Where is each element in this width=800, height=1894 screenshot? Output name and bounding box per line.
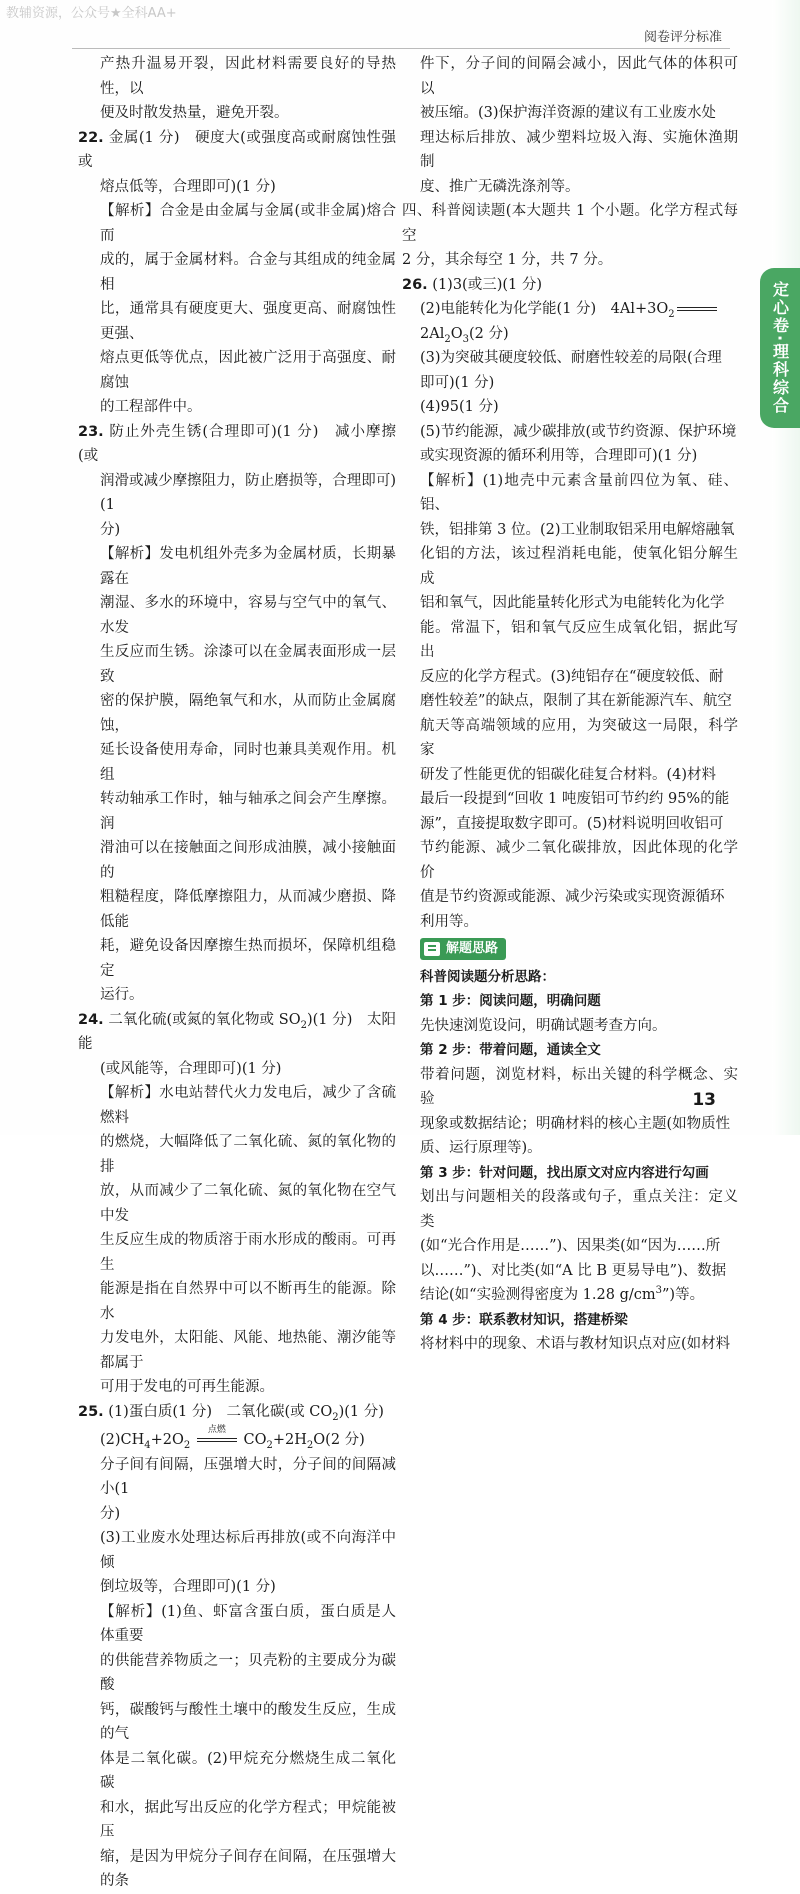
text-line: 成的，属于金属材料。合金与其组成的纯金属相: [100, 252, 396, 293]
question-22: [78, 126, 396, 175]
text-line: 节约能源、减少二氧化碳排放，因此体现的化学价: [420, 840, 738, 881]
text-line: 分): [100, 521, 121, 538]
eq-part: 2Al: [420, 325, 445, 342]
text-line: 以……”)、对比类(如“A 比 B 更易导电”)、数据: [420, 1262, 727, 1279]
text-line: 滑油可以在接触面之间形成油膜，减小接触面的: [100, 840, 396, 881]
text-line: 件下，分子间的间隔会减小，因此气体的体积可以: [420, 56, 738, 97]
question-26: [402, 273, 738, 298]
analysis-line: 【解析】水电站替代火力发电后，减少了含硫燃料: [100, 1085, 396, 1126]
text-line: 先快速浏览设问，明确试题考查方向。: [420, 1017, 667, 1034]
tip-label: 解题思路: [446, 940, 499, 956]
eq-part: O: [450, 325, 463, 342]
answer-text: 金属(1 分) 硬度大(或强度高或耐腐蚀性强或: [78, 129, 397, 170]
subscript: 2: [332, 1411, 339, 1423]
page-number: 13: [692, 1090, 716, 1110]
eq-part: +2O: [150, 1432, 184, 1448]
step-heading: 第 2 步：带着问题，通读全文: [420, 1042, 601, 1058]
analysis-line: 【解析】发电机组外壳多为金属材质，长期暴露在: [100, 546, 396, 587]
text-line: (3)工业废水处理达标后再排放(或不向海洋中倾: [100, 1530, 396, 1571]
text-line: 将材料中的现象、术语与教材知识点对应(如材料: [420, 1336, 731, 1352]
text-line: 分): [100, 1505, 121, 1522]
text-line: 潮湿、多水的环境中，容易与空气中的氧气、水发: [100, 595, 396, 636]
step-heading: 第 3 步：针对问题，找出原文对应内容进行勾画: [420, 1164, 709, 1181]
answer-text: )(1 分) 太阳能: [78, 1011, 397, 1052]
step-heading: 第 4 步：联系教材知识，搭建桥梁: [420, 1311, 628, 1328]
answer-text: (1)蛋白质(1 分) 二氧化碳(或 CO: [108, 1403, 333, 1420]
text-line: 粗糙程度，降低摩擦阻力，从而减少磨损、降低能: [100, 889, 396, 930]
text-line: 倒垃圾等，合理即可)(1 分): [100, 1579, 276, 1595]
analysis-line: 【解析】(1)地壳中元素含量前四位为氧、硅、铝、: [420, 472, 738, 513]
text-line: 生反应生成的物质溶于雨水形成的酸雨。可再生: [100, 1232, 396, 1273]
text-line: 润滑或减少摩擦阻力，防止磨损等，合理即可)(1: [100, 472, 396, 513]
condition-label: 点燃: [207, 1425, 226, 1435]
answer-text: 防止外壳生锈(合理即可)(1 分) 减小摩擦(或: [78, 423, 396, 464]
text-line: 铁，铝排第 3 位。(2)工业制取铝采用电解熔融氧: [420, 521, 735, 538]
side-stripe: [772, 0, 800, 1135]
tip-badge: [420, 938, 506, 960]
text-part: ”)等。: [662, 1287, 705, 1303]
text-part: 结论(如“实验测得密度为 1.28 g/cm: [420, 1287, 656, 1303]
text-line: 研发了性能更优的铝碳化硅复合材料。(4)材料: [420, 766, 717, 783]
eq-part: CO: [243, 1432, 267, 1448]
reaction-condition: [195, 1425, 239, 1453]
question-23: [78, 420, 396, 469]
question-number: 23.: [78, 423, 104, 440]
text-line: 现象或数据结论；明确材料的核心主题(如物质性: [420, 1115, 731, 1132]
answer-text: )(1 分): [338, 1403, 384, 1420]
text-line: 铝和氧气，因此能量转化形式为电能转化为化学: [420, 595, 725, 611]
text-line: (5)节约能源，减少碳排放(或节约资源、保护环境: [420, 423, 737, 440]
text-line: (3)为突破其硬度较低、耐磨性较差的局限(合理: [420, 350, 722, 366]
text-line: 分子间有间隔，压强增大时，分子间的间隔减小(1: [100, 1456, 396, 1497]
equation-sign: [677, 307, 717, 311]
text-line: 延长设备使用寿命，同时也兼具美观作用。机组: [100, 742, 396, 783]
eq-part: O(2 分): [313, 1432, 365, 1448]
subscript: 2: [300, 1019, 307, 1031]
text-line: 钙，碳酸钙与酸性土壤中的酸发生反应，生成的气: [100, 1701, 396, 1742]
text-line: 的工程部件中。: [100, 399, 202, 415]
text-line: 耗，避免设备因摩擦生热而损坏，保障机组稳定: [100, 938, 396, 979]
eq-part: (2 分): [468, 325, 509, 342]
equation-line: $(2)CH_4+2O_2$ 点燃 $CO_2+2H_2O(2$ 分): [78, 1428, 396, 1453]
text-line: 能源是指在自然界中可以不断再生的能源。除水: [100, 1281, 396, 1322]
text-line: 放，从而减少了二氧化硫、氮的氧化物在空气中发: [100, 1183, 396, 1224]
text-line: 度、推广无磷洗涤剂等。: [420, 178, 580, 195]
text-line: 生反应而生锈。涂漆可以在金属表面形成一层致: [100, 644, 396, 685]
text-line: 被压缩。(3)保护海洋资源的建议有工业废水处: [420, 105, 717, 121]
text-line: (4)95(1 分): [420, 399, 499, 415]
notepad-icon: [424, 942, 440, 956]
question-24: [78, 1008, 396, 1057]
text-line: 结论(如“实验测得密度为 1.28 $g/cm^3$”)等。: [420, 1285, 705, 1303]
text-line: 的供能营养物质之一；贝壳粉的主要成分为碳酸: [100, 1652, 396, 1693]
analysis-line: 【解析】(1)鱼、虾富含蛋白质，蛋白质是人体重要: [100, 1603, 396, 1644]
header-title: 阅卷评分标准: [643, 30, 722, 45]
side-tab[interactable]: 定心卷·理科综合: [760, 268, 800, 428]
text-line: 产热升温易开裂，因此材料需要良好的导热性，以: [100, 56, 396, 97]
text-line: $2Al_2O_3(2$ 分): [420, 325, 509, 345]
text-line: 运行。: [100, 987, 144, 1003]
text-line: 带着问题，浏览材料，标出关键的科学概念、实验: [420, 1066, 738, 1107]
text-line: (或风能等，合理即可)(1 分): [100, 1060, 282, 1077]
text-line: (如“光合作用是……”)、因果类(如“因为……所: [420, 1238, 721, 1254]
text-line: 可用于发电的可再生能源。: [100, 1379, 274, 1395]
text-line: 利用等。: [420, 913, 478, 930]
text-line: 即可)(1 分): [420, 374, 495, 391]
text-line: 比，通常具有硬度更大、强度更高、耐腐蚀性更强、: [100, 301, 396, 342]
text-line: 航天等高端领域的应用，为突破这一局限，科学家: [420, 717, 738, 758]
text-line: 熔点更低等优点，因此被广泛用于高强度、耐腐蚀: [100, 350, 396, 391]
question-number: 22.: [78, 129, 104, 146]
left-column: [78, 52, 396, 1894]
text-line: 理达标后排放、减少塑料垃圾入海、实施休渔期制: [420, 129, 738, 170]
text-line: 能。常温下，铝和氧气反应生成氧化铝，据此写出: [420, 619, 738, 660]
text-line: 和水，据此写出反应的化学方程式；甲烷能被压: [100, 1799, 396, 1840]
text-line: 或实现资源的循环利用等，合理即可)(1 分): [420, 448, 698, 464]
text-line: 力发电外，太阳能、风能、地热能、潮汐能等都属于: [100, 1330, 396, 1371]
eq-part: (2)CH: [100, 1432, 145, 1448]
text-line: 熔点低等，合理即可)(1 分): [100, 178, 276, 195]
text-line: 源”，直接提取数字即可。(5)材料说明回收铝可: [420, 815, 724, 832]
section-heading-cont: 2 分，其余每空 1 分，共 7 分。: [402, 252, 613, 268]
section-heading: 四、科普阅读题(本大题共 1 个小题。化学方程式每空: [402, 203, 738, 244]
step-heading: 第 1 步：阅读问题，明确问题: [420, 993, 601, 1009]
text-line: 划出与问题相关的段落或句子，重点关注：定义类: [420, 1189, 738, 1230]
answer-text: (1)3(或三)(1 分): [432, 276, 543, 293]
text-line: 化铝的方法，该过程消耗电能，使氧化铝分解生成: [420, 546, 738, 587]
text-line: 磨性较差”的缺点，限制了其在新能源汽车、航空: [420, 693, 732, 709]
text-line: 最后一段提到“回收 1 吨废铝可节约约 95%的能: [420, 791, 730, 807]
header-divider: [72, 48, 730, 49]
text-line: 反应的化学方程式。(3)纯铝存在“硬度较低、耐: [420, 668, 724, 685]
text-line: 转动轴承工作时，轴与轴承之间会产生摩擦。润: [100, 791, 396, 832]
right-column: [402, 52, 738, 1357]
text-line: 质、运行原理等)。: [420, 1140, 542, 1156]
text-line: 的燃烧，大幅降低了二氧化硫、氮的氧化物的排: [100, 1134, 396, 1175]
text-line: 值是节约资源或能源、减少污染或实现资源循环: [420, 889, 725, 905]
text-line: 密的保护膜，隔绝氧气和水，从而防止金属腐蚀，: [100, 693, 396, 734]
text-line: 缩，是因为甲烷分子间存在间隔，在压强增大的条: [100, 1848, 396, 1889]
eq-part: +2H: [272, 1432, 307, 1448]
eq-part: (2)电能转化为化学能(1 分) 4Al+3O: [420, 301, 669, 317]
question-number: 26.: [402, 276, 428, 293]
question-number: 25.: [78, 1403, 104, 1420]
text-line: 体是二氧化碳。(2)甲烷充分燃烧生成二氧化碳: [100, 1750, 396, 1791]
question-number: 24.: [78, 1011, 104, 1028]
tip-heading: 科普阅读题分析思路：: [420, 968, 555, 985]
watermark: 教辅资源，公众号★全科AA+: [6, 6, 177, 21]
text-line: (2)电能转化为化学能(1 分) $4Al+3O_2$: [420, 297, 738, 322]
text-line: 便及时散发热量，避免开裂。: [100, 105, 289, 121]
analysis-line: 【解析】合金是由金属与金属(或非金属)熔合而: [100, 203, 396, 244]
answer-text: 二氧化硫(或氮的氧化物或 SO: [108, 1011, 301, 1028]
